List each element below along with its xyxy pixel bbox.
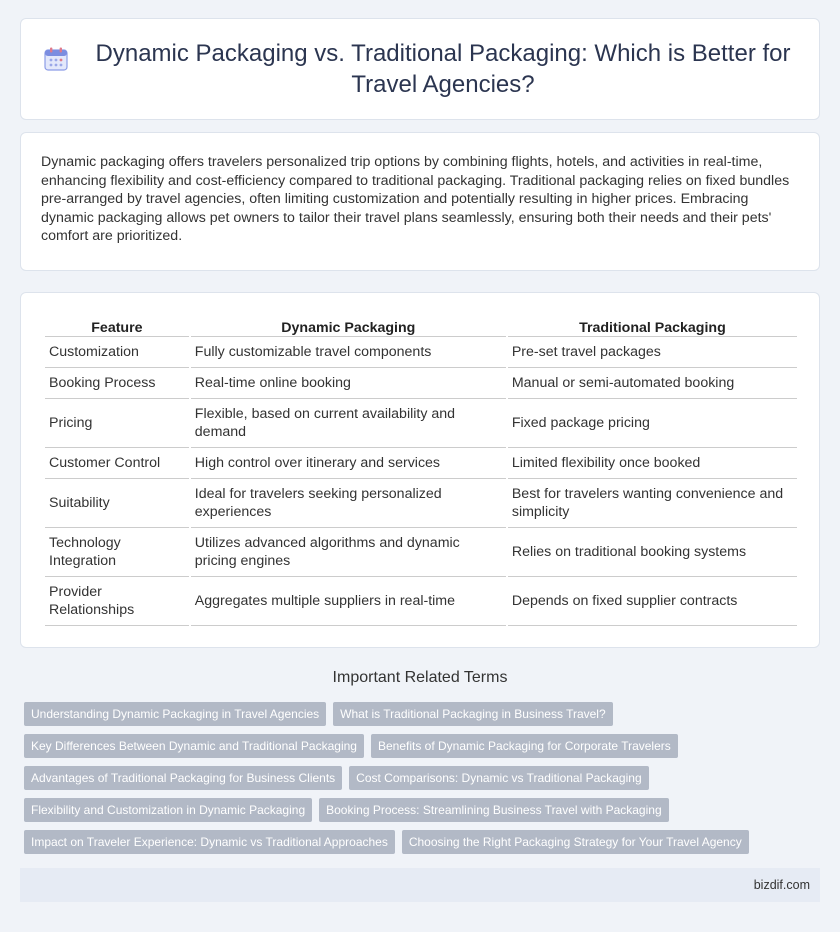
header-traditional: Traditional Packaging — [508, 315, 797, 337]
site-link[interactable]: bizdif.com — [753, 878, 810, 892]
traditional-cell: Fixed package pricing — [508, 399, 797, 448]
table-row — [45, 479, 797, 528]
header-card — [20, 18, 820, 120]
feature-cell: Booking Process — [45, 368, 189, 399]
related-tag[interactable]: Key Differences Between Dynamic and Traditional Packaging — [24, 734, 364, 758]
related-tag[interactable]: Cost Comparisons: Dynamic vs Traditional Packaging — [349, 766, 648, 790]
related-tag[interactable]: Choosing the Right Packaging Strategy for Your Travel Agency — [402, 830, 749, 854]
table-row — [45, 337, 797, 368]
feature-cell: Customization — [45, 337, 189, 368]
dynamic-cell: Utilizes advanced algorithms and dynamic pricing engines — [191, 528, 506, 577]
related-tag[interactable]: Benefits of Dynamic Packaging for Corporate Travelers — [371, 734, 678, 758]
comparison-table — [43, 315, 799, 626]
table-row — [45, 577, 797, 626]
traditional-cell: Manual or semi-automated booking — [508, 368, 797, 399]
related-tags-row — [24, 734, 678, 758]
dynamic-cell: Ideal for travelers seeking personalized experiences — [191, 479, 506, 528]
feature-cell: Provider Relationships — [45, 577, 189, 626]
related-tags-row — [24, 766, 649, 790]
traditional-cell: Relies on traditional booking systems — [508, 528, 797, 577]
feature-cell: Customer Control — [45, 448, 189, 479]
intro-paragraph: Dynamic packaging offers travelers personalized trip options by combining flights, hotels, and activities in real-time, enhancing flexibility and cost-efficiency compared to traditional packaging. Traditional packaging relies on fixed bundles pre-arranged by travel agencies, often limiting customization and potentially resulting in higher prices. Embracing dynamic packaging allows pet owners to tailor their travel plans seamlessly, ensuring both their needs and their pets' comfort are prioritized. — [41, 154, 790, 245]
traditional-cell: Limited flexibility once booked — [508, 448, 797, 479]
feature-cell: Technology Integration — [45, 528, 189, 577]
table-row — [45, 399, 797, 448]
feature-cell: Pricing — [45, 399, 189, 448]
intro-card — [20, 132, 820, 271]
table-header-row — [45, 315, 797, 337]
comparison-table-card — [20, 292, 820, 648]
header-feature: Feature — [45, 315, 189, 337]
page-title: Dynamic Packaging vs. Traditional Packaging: Which is Better for Travel Agencies? — [95, 40, 791, 98]
related-tags-row — [24, 830, 749, 854]
related-terms-title: Important Related Terms — [332, 669, 508, 686]
related-tags-row — [24, 798, 669, 822]
traditional-cell: Pre-set travel packages — [508, 337, 797, 368]
footer — [20, 868, 820, 902]
dynamic-cell: Fully customizable travel components — [191, 337, 506, 368]
related-tag[interactable]: Advantages of Traditional Packaging for Business Clients — [24, 766, 342, 790]
dynamic-cell: High control over itinerary and services — [191, 448, 506, 479]
related-tag[interactable]: Understanding Dynamic Packaging in Travel Agencies — [24, 702, 326, 726]
related-tag[interactable]: What is Traditional Packaging in Business Travel? — [333, 702, 612, 726]
table-row — [45, 528, 797, 577]
header-dynamic: Dynamic Packaging — [191, 315, 506, 337]
traditional-cell: Depends on fixed supplier contracts — [508, 577, 797, 626]
dynamic-cell: Aggregates multiple suppliers in real-time — [191, 577, 506, 626]
table-row — [45, 368, 797, 399]
related-tags-row — [24, 702, 613, 726]
dynamic-cell: Real-time online booking — [191, 368, 506, 399]
calendar-icon — [42, 60, 88, 78]
dynamic-cell: Flexible, based on current availability and demand — [191, 399, 506, 448]
related-tag[interactable]: Flexibility and Customization in Dynamic Packaging — [24, 798, 312, 822]
related-tag[interactable]: Booking Process: Streamlining Business Travel with Packaging — [319, 798, 669, 822]
table-row — [45, 448, 797, 479]
feature-cell: Suitability — [45, 479, 189, 528]
related-tag[interactable]: Impact on Traveler Experience: Dynamic vs Traditional Approaches — [24, 830, 395, 854]
traditional-cell: Best for travelers wanting convenience and simplicity — [508, 479, 797, 528]
